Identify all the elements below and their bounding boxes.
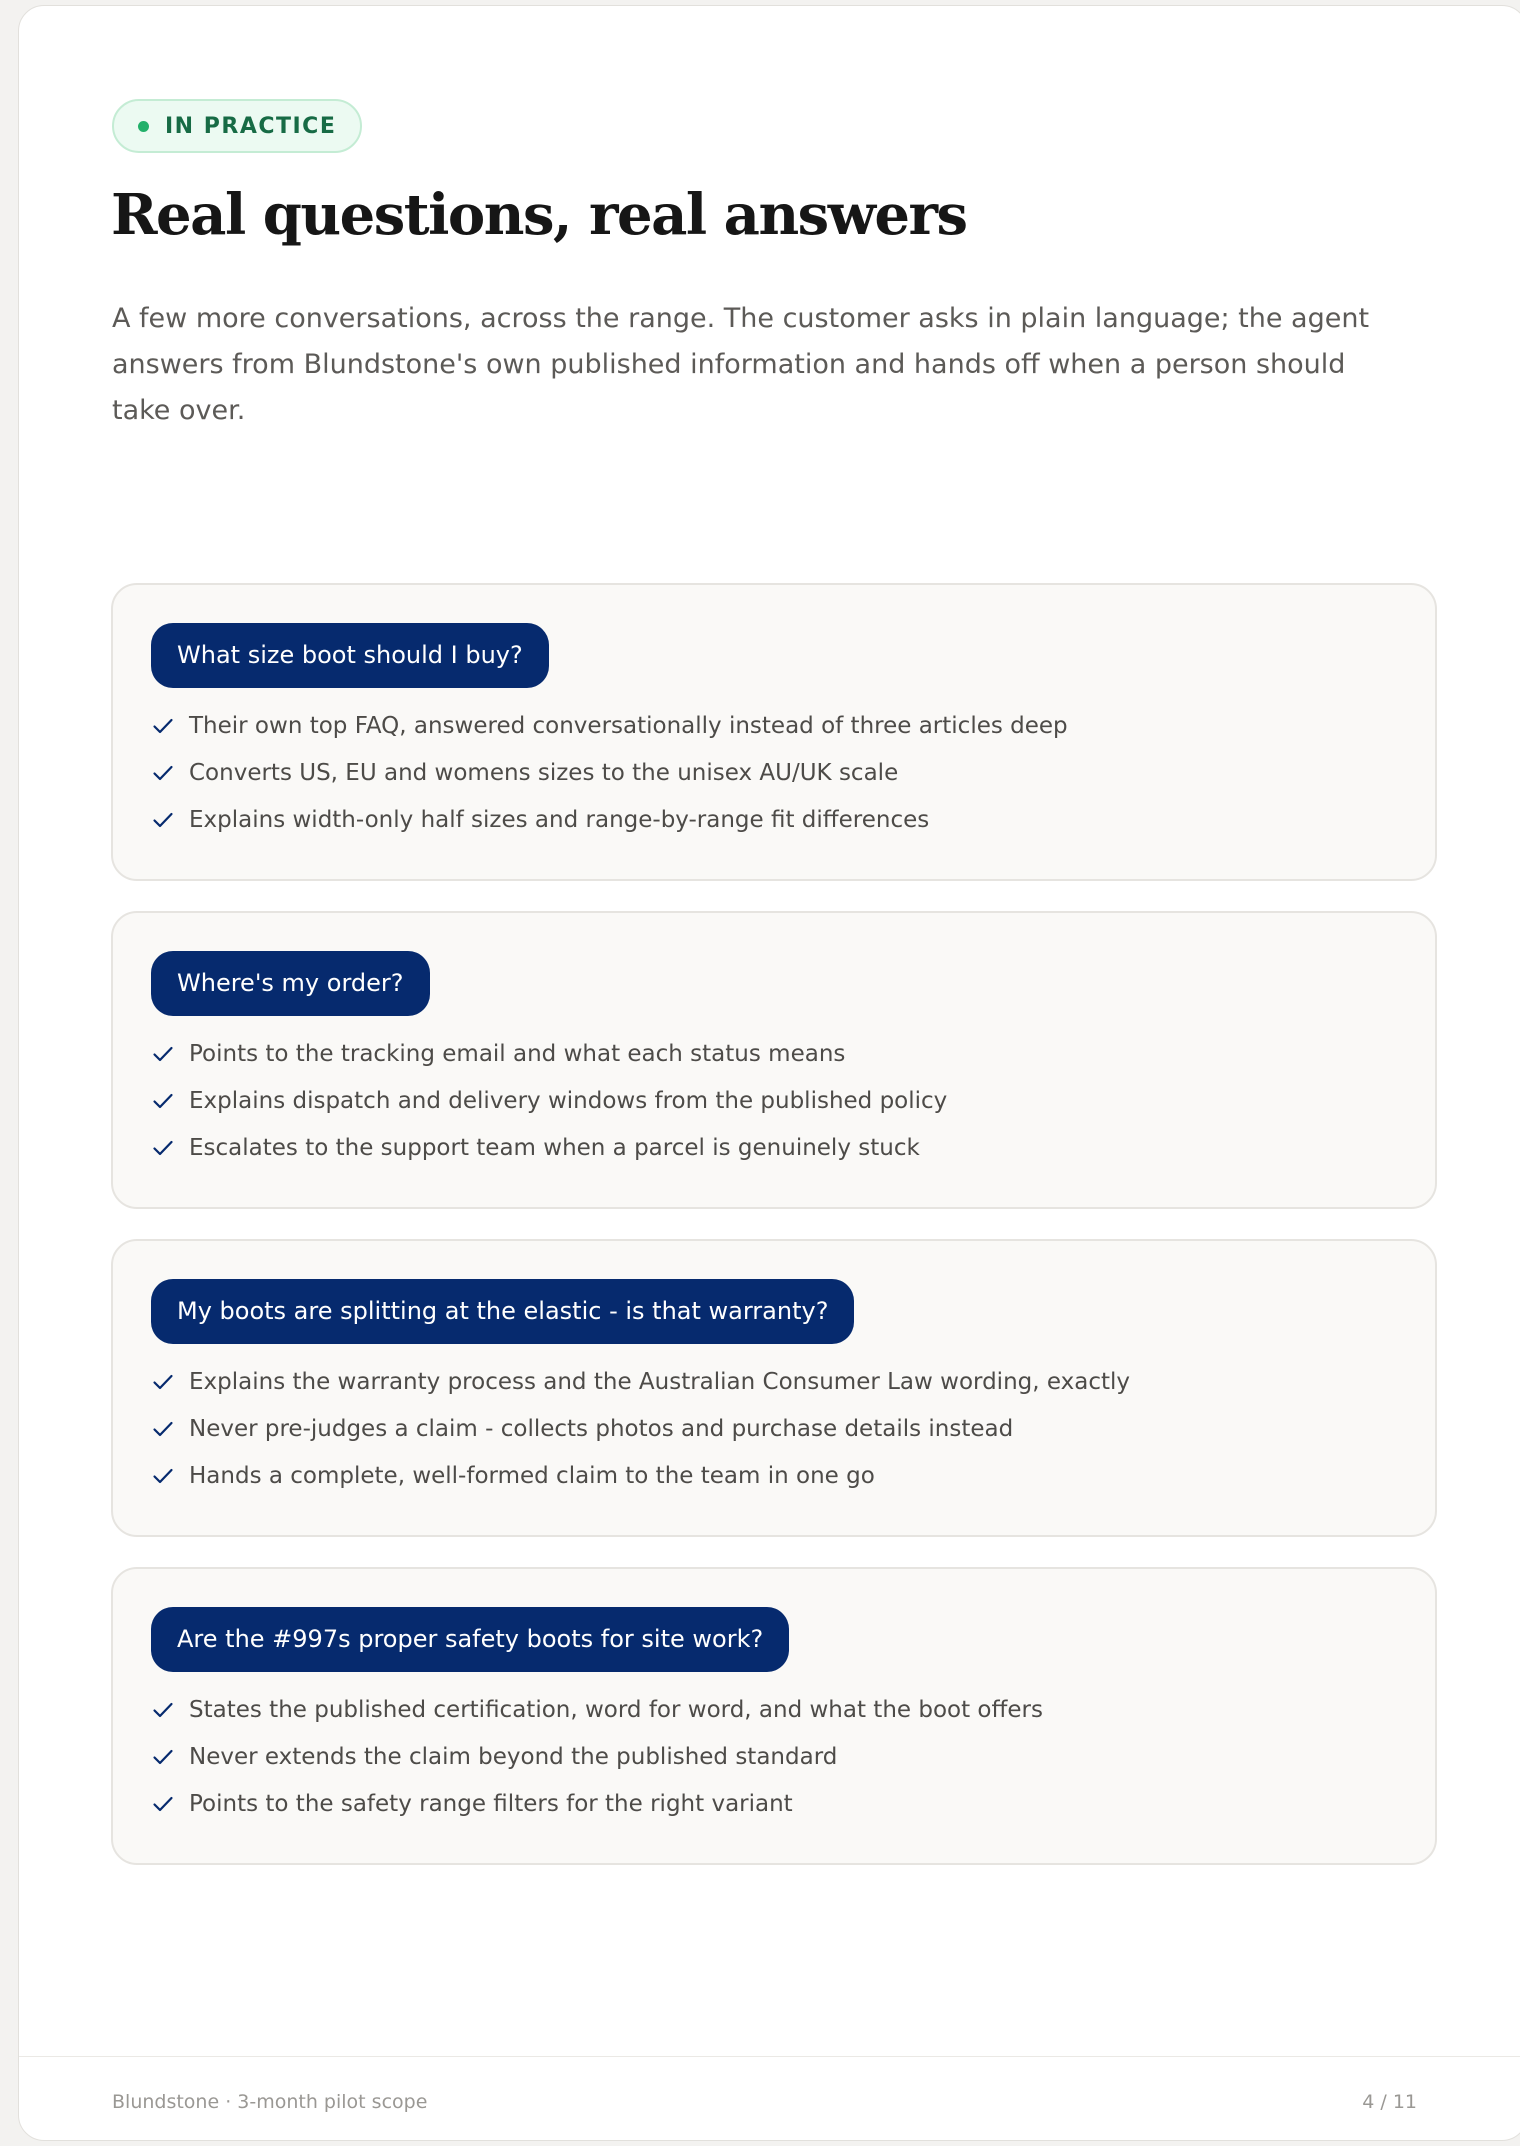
check-icon bbox=[151, 1698, 175, 1722]
check-icon bbox=[151, 1042, 175, 1066]
answer-point-text: Points to the safety range filters for the right variant bbox=[189, 1790, 793, 1817]
check-icon bbox=[151, 1089, 175, 1113]
answer-point-text: Hands a complete, well-formed claim to the team in one go bbox=[189, 1462, 875, 1489]
answer-points bbox=[151, 1030, 1397, 1171]
answer-point bbox=[151, 1077, 1397, 1124]
answer-points bbox=[151, 702, 1397, 843]
answer-point bbox=[151, 1030, 1397, 1077]
slide-page bbox=[18, 5, 1520, 2141]
answer-point bbox=[151, 1780, 1397, 1827]
section-badge-label: IN PRACTICE bbox=[165, 113, 337, 139]
answer-points bbox=[151, 1358, 1397, 1499]
section-badge bbox=[112, 99, 362, 153]
answer-point-text: Explains dispatch and delivery windows from the published policy bbox=[189, 1087, 948, 1114]
answer-point-text: Points to the tracking email and what each status means bbox=[189, 1040, 846, 1067]
question-bubble: What size boot should I buy? bbox=[151, 623, 549, 688]
answer-point bbox=[151, 796, 1397, 843]
answer-point-text: Their own top FAQ, answered conversationally instead of three articles deep bbox=[189, 712, 1068, 739]
answer-point-text: Converts US, EU and womens sizes to the unisex AU/UK scale bbox=[189, 759, 899, 786]
answer-point bbox=[151, 1405, 1397, 1452]
check-icon bbox=[151, 1464, 175, 1488]
answer-point bbox=[151, 1733, 1397, 1780]
answer-point-text: Explains the warranty process and the Australian Consumer Law wording, exactly bbox=[189, 1368, 1130, 1395]
question-card bbox=[111, 1567, 1437, 1865]
badge-dot-icon bbox=[138, 121, 149, 132]
footer-caption: Blundstone · 3-month pilot scope bbox=[112, 2091, 428, 2113]
question-card bbox=[111, 1239, 1437, 1537]
answer-point-text: Explains width-only half sizes and range-by-range fit differences bbox=[189, 806, 930, 833]
question-bubble: Where's my order? bbox=[151, 951, 430, 1016]
question-cards bbox=[111, 583, 1437, 1895]
footer-divider bbox=[19, 2056, 1520, 2057]
answer-point bbox=[151, 702, 1397, 749]
check-icon bbox=[151, 761, 175, 785]
answer-point bbox=[151, 1452, 1397, 1499]
answer-point bbox=[151, 1358, 1397, 1405]
check-icon bbox=[151, 1417, 175, 1441]
answer-point-text: States the published certification, word for word, and what the boot offers bbox=[189, 1696, 1043, 1723]
page-number: 4 / 11 bbox=[1362, 2091, 1417, 2113]
intro-paragraph: A few more conversations, across the range. The customer asks in plain language; the agent answers from Blundstone's own published information and hands off when a person should take over. bbox=[112, 303, 1370, 426]
question-bubble: Are the #997s proper safety boots for site work? bbox=[151, 1607, 789, 1672]
check-icon bbox=[151, 1136, 175, 1160]
answer-point bbox=[151, 1124, 1397, 1171]
check-icon bbox=[151, 1370, 175, 1394]
check-icon bbox=[151, 1745, 175, 1769]
answer-point-text: Never extends the claim beyond the published standard bbox=[189, 1743, 838, 1770]
question-card bbox=[111, 583, 1437, 881]
question-bubble: My boots are splitting at the elastic - is that warranty? bbox=[151, 1279, 854, 1344]
answer-point-text: Escalates to the support team when a parcel is genuinely stuck bbox=[189, 1134, 920, 1161]
answer-point bbox=[151, 749, 1397, 796]
question-card bbox=[111, 911, 1437, 1209]
check-icon bbox=[151, 714, 175, 738]
check-icon bbox=[151, 808, 175, 832]
answer-point bbox=[151, 1686, 1397, 1733]
answer-point-text: Never pre-judges a claim - collects photos and purchase details instead bbox=[189, 1415, 1014, 1442]
answer-points bbox=[151, 1686, 1397, 1827]
page-title: Real questions, real answers bbox=[111, 182, 967, 248]
check-icon bbox=[151, 1792, 175, 1816]
